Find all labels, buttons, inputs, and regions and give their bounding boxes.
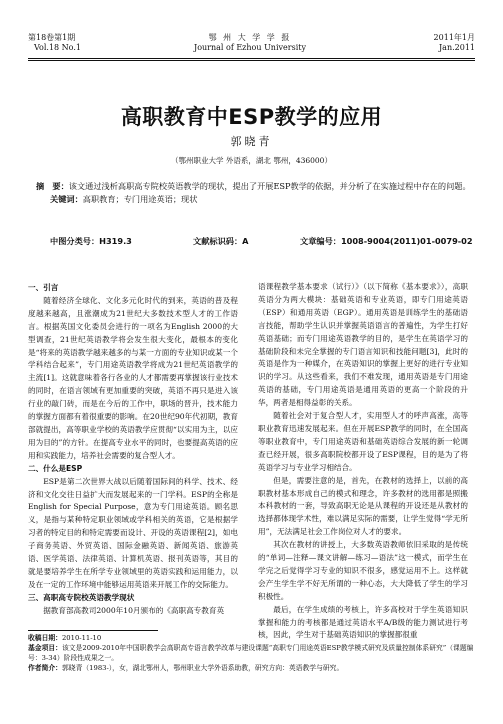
received-value: 2010-11-10 [61, 634, 102, 642]
left-column-section-heading: 三、高职高专院校英语教学现状 [28, 592, 135, 602]
issue-date [434, 33, 475, 53]
left-column-section-heading: 一、引言 [28, 283, 59, 292]
issue-date-en: Jan.2011 [438, 43, 475, 52]
journal-name-cn: 鄂 州 大 学 学 报 [208, 33, 292, 42]
header-rule [28, 58, 475, 59]
author-bio-value: 郭晓青（1983-），女，湖北鄂州人，鄂州职业大学外语系助教，研究方向：英语教学与研究。 [61, 664, 344, 672]
left-column-paragraph: 据教育部高教司2000年10月颁布的《高职高专教育英 [43, 605, 225, 615]
journal-name [150, 33, 350, 53]
footnotes [28, 633, 478, 673]
left-column [28, 282, 238, 618]
volume-issue-cn: 第18卷第1期 [28, 33, 76, 42]
author-bio-label: 作者简介： [28, 664, 62, 672]
document-code: 文献标识码：A [193, 236, 249, 246]
right-column-paragraph: 但是，需要注意的是，首先，在教材的选择上，以前的高职教材基本形成自己的模式和理念，许多教材的选用都是照搬本科教材的一套，导致高职无论是从课程的开设还是从教材的选择都体现学术性，难以满足实际的需要，让学生觉得“学无所用”，无法满足社会工作岗位对人才的要求。 [258, 475, 468, 537]
left-column-paragraph: 随着经济全球化、文化多元化时代的到来，英语的普及程度越来越高，且涨潮成为21世纪大多数技术型人才的工作语言。根据英国文化委员会进行的一项名为English 2000的大型调查，21世纪英语教学将会发生很大变化，最根本的变化是“将来的英语教学越来越多的与某一方面的专业知识或某一个学科结合起来”，专门用途英语教学将成为21世纪英语教学的主流[1]。这就意味着各行各业的人才都需要再掌握该行业技术的同时，在语言领域有更加重要的突破，英语不再只是进入该行业的敲门砖，而是在今后的工作中，职场的晋升，技术能力的掌握方面都有着很重要的影响。在20世纪90年代初期，教育部就提出，高等职业学校的英语教学应贯彻“以实用为主，以应用为目的”的方针。在提高专业水平的同时，也要提高英语的应用和实践能力，培养社会需要的复合型人才。 [28, 295, 238, 460]
right-column [258, 281, 468, 642]
abstract-block [36, 180, 472, 206]
volume-issue [28, 33, 81, 53]
abstract-text: 该文通过浅析高职高专院校英语教学的现状，提出了开展ESP教学的依据，并分析了在实施过程中存在的问题。 [68, 181, 471, 191]
header-rule-thin [28, 60, 475, 61]
keywords-label: 关键词： [50, 194, 83, 204]
author-affiliation: （鄂州职业大学 外语系，湖北 鄂州，436000） [171, 156, 332, 165]
fund-label: 基金项目： [28, 644, 62, 652]
received-date [28, 633, 478, 643]
fund-value: 该文是2009-2010年中国职教学会高职高专语言教学改革与建设课题“高职专门用途英语ESP教学模式研究及质量控制体系研究”（课题编号：3-34）阶段性成果之一。 [28, 644, 474, 662]
clc-number: 中图分类号：H319.3 [50, 236, 132, 246]
left-column-paragraph: ESP是第二次世界大战以后随着国际间的科学、技术、经济和文化交往日益扩大而发展起来的一门学科。ESP的全称是English for Special Purpose，意为专门用途英语。顾名思义，是指与某种特定职业领域或学科相关的英语，它是根据学习者的特定目的和特定需要而设计、开设的英语课程[2]，如电子商务英语、外贸英语、国际金融英语、新闻英语、旅游英语、医学英语、法律英语、计算机英语、报刊英语等，其目的就是要培养学生在所学专业领域里的英语实践和运用能力，以及在一定的工作环境中能够运用英语来开展工作的交际能力。 [28, 476, 238, 589]
right-column-paragraph: 其次在教材的讲授上，大多数英语教师依旧采取的是传统的“单词—注释—课文讲解—练习—语法”这一模式，而学生在学完之后觉得学习专业的知识不很多，感觉运用不上。这样就会产生学生学不好无所谓的一种心态，大大降低了学生的学习积极性。 [258, 540, 468, 601]
issue-date-cn: 2011年1月 [433, 33, 475, 42]
right-column-paragraph: 最后，在学生成绩的考核上，许多高校对于学生英语知识掌握和能力的考核都是通过英语水平A/B级的能力测试进行考核，因此，学生对于基础英语知识的掌握都很重 [258, 604, 468, 640]
right-column-paragraph: 语课程教学基本要求（试行）》（以下简称《基本要求》），高职英语分为两大模块：基础英语和专业英语，即专门用途英语（ESP）和通用英语（EGP）。通用英语是训练学生的基础语言技能，帮助学生认识并掌握英语语言的普遍性，为学生打好英语基础；而专门用途英语教学的目的，是学生在英语学习的基础阶段和未完全掌握的专门语言知识和技能问题[3]，此时的英语是作为一种媒介，在英语知识的掌握上更好的进行专业知识的学习。从这些看来，我们不难发现，通用英语是专门用途英语的基础，专门用途英语是通用英语的更高一个阶段的升华，两者是相得益彰的关系。 [258, 282, 468, 408]
journal-name-en: Journal of Ezhou University [194, 43, 306, 52]
fund-project [28, 643, 478, 663]
footnote-rule [28, 630, 158, 631]
keywords-text: 高职教育；专门用途英语；现状 [82, 194, 198, 204]
volume-issue-en: Vol.18 No.1 [34, 43, 81, 52]
article-number: 文章编号：1008-9004(2011)01-0079-02 [300, 236, 473, 246]
left-column-section-heading: 二、什么是ESP [28, 463, 83, 473]
received-label: 收稿日期： [28, 634, 62, 642]
keywords [36, 193, 472, 206]
right-column-paragraph: 随着社会对于复合型人才，实用型人才的呼声高涨，高等职业教育迅速发展起来。但在开展ESP教学的同时，在全国高等职业教育中，专门用途英语和基础英语综合发展的新一轮调查已经开展，很多高职院校都开设了ESP课程，目的是为了将英语学习与专业学习相结合。 [258, 411, 468, 472]
article-author: 郭晓青 [230, 135, 273, 148]
abstract-label: 摘 要： [36, 181, 69, 191]
abstract [36, 180, 472, 193]
author-bio [28, 663, 478, 673]
article-title: 高职教育中ESP教学的应用 [120, 105, 383, 129]
